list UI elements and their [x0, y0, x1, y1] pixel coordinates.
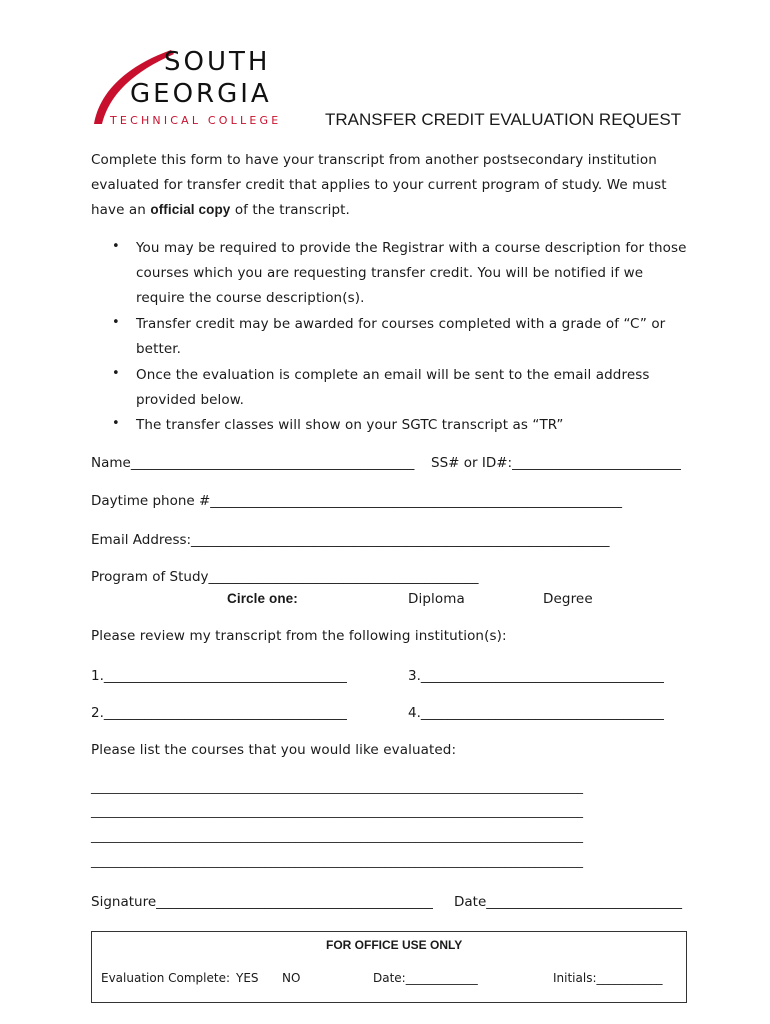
intro-line-2: evaluated for transfer credit that applies to your current program of study. We must — [91, 177, 667, 193]
course-line-2[interactable]: __________________________________________________________________________________ — [91, 804, 583, 818]
signature-field[interactable]: Signature_________________________________________ — [91, 894, 433, 910]
bullet-2-line-1: Transfer credit may be awarded for courses completed with a grade of “C” or — [136, 316, 666, 332]
bullet-1-line-2: courses which you are requesting transfer credit. You will be notified if we — [136, 265, 644, 281]
bullet-1-line-3: require the course description(s). — [136, 290, 365, 306]
institution-2-field[interactable]: 2.____________________________________ — [91, 705, 347, 721]
date-field[interactable]: Date_____________________________ — [454, 894, 683, 910]
bullet-dot: • — [112, 239, 120, 254]
page-title: TRANSFER CREDIT EVALUATION REQUEST — [325, 110, 682, 129]
courses-prompt: Please list the courses that you would like evaluated: — [91, 742, 457, 758]
institution-1-field[interactable]: 1.____________________________________ — [91, 668, 347, 684]
bullet-dot: • — [112, 416, 120, 431]
circle-one-label: Circle one: — [227, 591, 298, 606]
bullet-1-line-1: You may be required to provide the Registrar with a course description for those — [136, 240, 687, 256]
diploma-option[interactable]: Diploma — [408, 591, 465, 607]
email-address-field[interactable]: Email Address:______________________________________________________________ — [91, 532, 610, 548]
bullet-dot: • — [112, 366, 120, 381]
degree-option[interactable]: Degree — [543, 591, 593, 607]
intro-line-3-post: of the transcript. — [230, 202, 350, 218]
review-institutions-label: Please review my transcript from the following institution(s): — [91, 628, 507, 644]
bullet-4-line-1: The transfer classes will show on your SGTC transcript as “TR” — [136, 417, 564, 433]
program-of-study-field[interactable]: Program of Study________________________________________ — [91, 569, 479, 585]
official-copy-emphasis: official copy — [150, 202, 231, 217]
bullet-dot: • — [112, 315, 120, 330]
course-line-1[interactable]: __________________________________________________________________________________ — [91, 780, 583, 794]
institution-3-field[interactable]: 3.____________________________________ — [408, 668, 664, 684]
bullet-2-line-2: better. — [136, 341, 182, 357]
daytime-phone-field[interactable]: Daytime phone #_____________________________________________________________ — [91, 493, 623, 509]
logo-line-georgia: GEORGIA — [130, 79, 272, 109]
office-initials-field[interactable]: Initials:___________ — [553, 971, 663, 985]
yes-option[interactable]: YES — [236, 971, 259, 985]
bullet-3-line-1: Once the evaluation is complete an email will be sent to the email address — [136, 367, 650, 383]
ssid-field[interactable]: SS# or ID#:_________________________ — [431, 455, 681, 471]
course-line-4[interactable]: __________________________________________________________________________________ — [91, 854, 583, 868]
course-line-3[interactable]: __________________________________________________________________________________ — [91, 829, 583, 843]
intro-line-1: Complete this form to have your transcript from another postsecondary institution — [91, 152, 657, 168]
logo-line-technical-college: TECHNICAL COLLEGE — [110, 114, 282, 127]
intro-line-3 — [91, 202, 350, 218]
logo-line-south: SOUTH — [164, 47, 271, 77]
evaluation-complete-label: Evaluation Complete: — [101, 971, 231, 985]
intro-line-3-pre: have an — [91, 202, 151, 218]
bullet-3-line-2: provided below. — [136, 392, 245, 408]
office-use-heading: FOR OFFICE USE ONLY — [326, 938, 463, 952]
office-date-field[interactable]: Date:____________ — [373, 971, 478, 985]
name-field[interactable]: Name__________________________________________ — [91, 455, 415, 471]
no-option[interactable]: NO — [282, 971, 301, 985]
institution-4-field[interactable]: 4.____________________________________ — [408, 705, 664, 721]
